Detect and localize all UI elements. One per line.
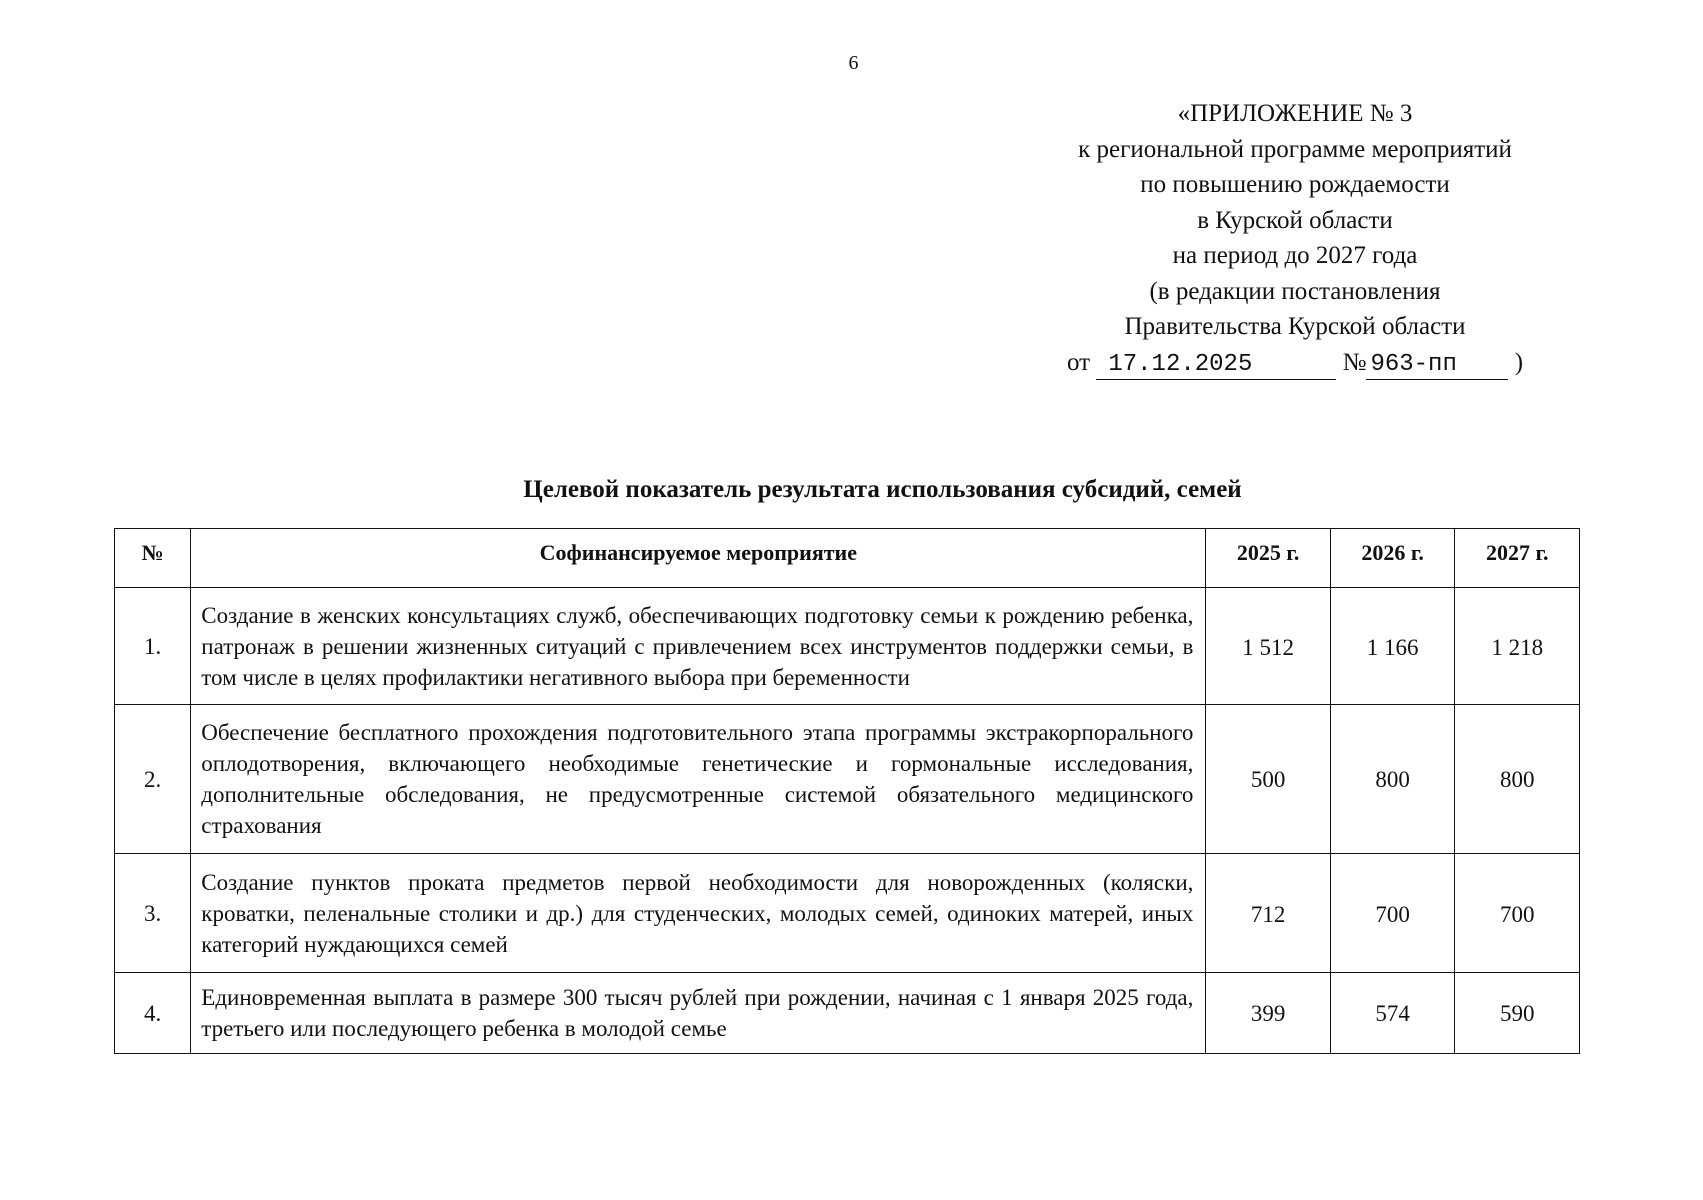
appendix-line-7: Правительства Курской области: [1124, 313, 1466, 340]
table-row: [115, 588, 1580, 705]
page-number-text: 6: [848, 52, 859, 74]
appendix-line-5: на период до 2027 года: [1172, 242, 1418, 269]
row-value-2026: 700: [1330, 854, 1455, 973]
resolution-date: 17.12.2025: [1096, 351, 1336, 380]
row-number: 3.: [115, 854, 191, 973]
table-row: [115, 705, 1580, 854]
row-event: Обеспечение бесплатного прохождения подготовительного этапа программы экстракорпорального оплодотворения, включающего необходимые генетические и гормональные исследования, дополнительные обследования, не предусмотренные системой обязательного медицинского страхования: [191, 705, 1206, 854]
resolution-number: 963-пп: [1366, 351, 1508, 380]
appendix-line-3: по повышению рождаемости: [1140, 171, 1450, 198]
resolution-date-line: [1015, 345, 1575, 381]
table-header-row: [115, 529, 1580, 588]
closing-paren: ): [1514, 348, 1524, 376]
row-event: Создание пунктов проката предметов первой необходимости для новорожденных (коляски, кроватки, пеленальные столики и др.) для студенческих, молодых семей, одиноких матерей, иных категорий нуждающихся семей: [191, 854, 1206, 973]
row-value-2027: 1 218: [1455, 588, 1580, 705]
row-value-2026: 1 166: [1330, 588, 1455, 705]
indicators-table: [114, 528, 1580, 1054]
row-event: Создание в женских консультациях служб, обеспечивающих подготовку семьи к рождению ребенка, патронаж в решении жизненных ситуаций с привлечением всех инструментов поддержки семьи, в том числе в целях профилактики негативного выбора при беременности: [191, 588, 1206, 705]
number-prefix: №: [1342, 348, 1367, 376]
date-prefix: от: [1066, 348, 1091, 376]
row-value-2027: 700: [1455, 854, 1580, 973]
row-number: 4.: [115, 973, 191, 1054]
header-2026: 2026 г.: [1330, 529, 1455, 588]
row-number: 1.: [115, 588, 191, 705]
table-row: [115, 854, 1580, 973]
header-number: №: [115, 529, 191, 588]
appendix-line-4: в Курской области: [1197, 206, 1393, 234]
row-number: 2.: [115, 705, 191, 854]
row-value-2025: 1 512: [1206, 588, 1331, 705]
row-value-2026: 574: [1330, 973, 1455, 1054]
row-value-2027: 800: [1455, 705, 1580, 854]
row-value-2026: 800: [1330, 705, 1455, 854]
appendix-line-1: «ПРИЛОЖЕНИЕ № 3: [1177, 100, 1413, 127]
row-value-2027: 590: [1455, 973, 1580, 1054]
row-event: Единовременная выплата в размере 300 тысяч рублей при рождении, начиная с 1 января 2025 года, третьего или последующего ребенка в молодой семье: [191, 973, 1206, 1054]
table-row: [115, 973, 1580, 1054]
row-value-2025: 500: [1206, 705, 1331, 854]
row-value-2025: 712: [1206, 854, 1331, 973]
table-title: Целевой показатель результата использования субсидий, семей: [523, 476, 1242, 503]
appendix-line-6: (в редакции постановления: [1149, 277, 1441, 305]
header-2025: 2025 г.: [1206, 529, 1331, 588]
header-event: Софинансируемое мероприятие: [191, 529, 1206, 588]
header-2027: 2027 г.: [1455, 529, 1580, 588]
page-number: [0, 52, 1703, 75]
appendix-header: [1015, 96, 1575, 380]
appendix-line-2: к региональной программе мероприятий: [1078, 135, 1512, 163]
row-value-2025: 399: [1206, 973, 1331, 1054]
